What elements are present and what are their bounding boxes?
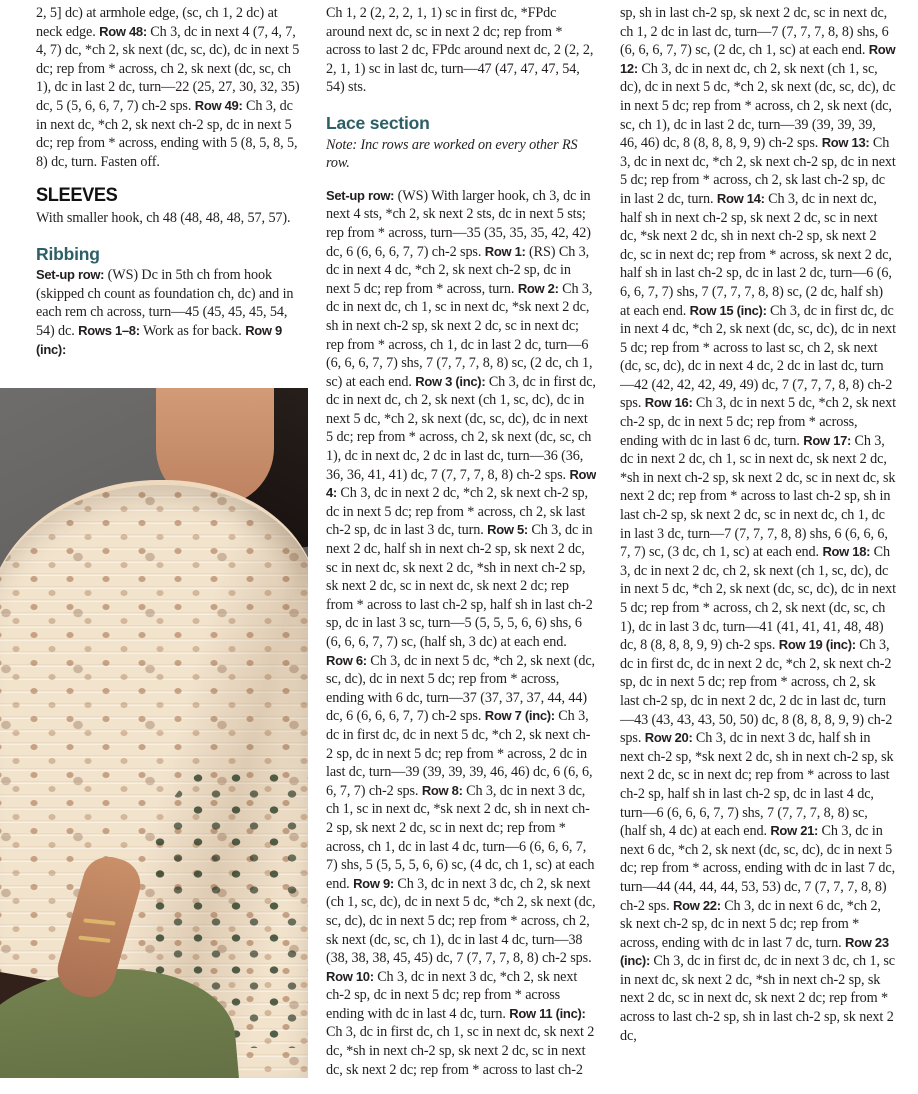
spacer [326,173,596,187]
lace-section-heading: Lace section [326,112,430,133]
pattern-text-continued: 2, 5] dc) at armhole edge, (sc, ch 1, 2 dc) at neck edge. Row 48: Ch 3, dc in next 4 (7, 4, 7, 4, 7) dc, *ch 2, sk next (dc, sc, dc), dc in next 5 dc; rep from * across, ch 2, sk next (dc, sc, ch 1), dc in last 2 dc, turn—22 (25, 27, 30, 32, 35) dc, 5 (5, 6, 6, 7, 7) ch-2 sps. Row 49: Ch 3, dc in next dc, *ch 2, sk next ch-2 sp, dc in next 5 dc; rep from * across, ending with 5 (8, 5, 8, 5, 8) dc, turn. Fasten off. [36,5,300,170]
column-2 [326,4,596,1090]
gold-ring [78,936,110,943]
ribbing-heading: Ribbing [36,243,100,264]
sleeves-heading: SLEEVES [36,185,118,207]
sleeve-ribbing-continued-text: Ch 1, 2 (2, 2, 2, 1, 1) sc in first dc, *FPdc around next dc, sc in next 2 dc; rep from * across to last 2 dc, FPdc around next dc, 2 (2, 2, 2, 1, 1) sc in last dc, turn—47 (47, 47, 47, 54, 54) sts. [326,5,594,96]
column-1 [36,4,304,384]
sleeves-intro: With smaller hook, ch 48 (48, 48, 48, 57, 57). [36,209,291,226]
lace-section-rows-text: Set-up row: (WS) With larger hook, ch 3, dc in next 4 sts, *ch 2, sk next 2 sts, dc in next 5 sts; rep from * across, turn—35 (35, 35, 35, 42, 42) dc, 6 (6, 6, 6, 7, 7) ch-2 sps. Row 1: (RS) Ch 3, dc in next 4 dc, *ch 2, sk next ch-2 sp, dc in next 5 dc; rep from * across, turn. Row 2: Ch 3, dc in next dc, ch 1, sc in next dc, *sk next 2 dc, sh in next ch-2 sp, sk next 2 dc, sc in next dc; rep from * across, ch 1, dc in last 2 dc, turn—6 (6, 6, 6, 7, 7) shs, 7 (7, 7, 7, 8, 8) sc, (2 dc, ch 1, sc) at each end. Row 3 (inc): Ch 3, dc in first dc, dc in next dc, ch 2, sk next (ch 1, sc, dc), dc in next 5 dc, *ch 2, sk next (dc, sc, dc), dc in next 5 dc; rep from * across, ch 2, sk next (dc, sc, ch 1), dc in next dc, 2 dc in last dc, turn—36 (36, 36, 36, 41, 41) dc, 7 (7, 7, 7, 8, 8) ch-2 sps. Row 4: Ch 3, dc in next 2 dc, *ch 2, sk next ch-2 sp, dc in next 5 dc; rep from * across, ch 2, sk last ch-2 sp, dc in last 3 dc, turn. Row 5: Ch 3, dc in next 2 dc, half sh in next ch-2 sp, sk next 2 dc, sc in next dc, sk next 2 dc, *sh in next ch-2 sp, sk next 2 dc, sc in next dc, sk next 2 dc; rep from * across to last ch-2 sp, half sh in last ch-2 sp, dc in last 3 sc, turn—5 (5, 5, 5, 6, 6) shs, 6 (6, 6, 6, 7, 7) sc, (half sh, 3 dc) at each end. Row 6: Ch 3, dc in next 5 dc, *ch 2, sk next (dc, sc, dc), dc in next 5 dc; rep from * across, ending with 6 dc, turn—37 (37, 37, 37, 44, 44) dc, 6 (6, 6, 6, 7, 7) ch-2 sps. Row 7 (inc): Ch 3, dc in first dc, dc in next 5 dc, *ch 2, sk next ch-2 sp, dc in next 5 dc; rep from * across, 2 dc in last dc, turn—39 (39, 39, 39, 46, 46) dc, 6 (6, 6, 6, 7, 7) ch-2 sps. Row 8: Ch 3, dc in next 3 dc, ch 1, sc in next dc, *sk next 2 dc, sh in next ch-2 sp, sk next 2 dc, sc in next dc; rep from * across, ch 1, dc in last 4 dc, turn—6 (6, 6, 6, 7, 7) shs, 5 (5, 5, 5, 6, 6) sc, (4 dc, ch 1, sc) at each end. Row 9: Ch 3, dc in next 3 dc, ch 2, sk next (ch 1, sc, dc), dc in next 5 dc, *ch 2, sk next (dc, sc, dc), dc in next 5 dc; rep from * across, ch 2, sk next (dc, sc, ch 1), dc in last 4 dc, turn—38 (38, 38, 38, 45, 45) dc, 7 (7, 7, 7, 8, 8) ch-2 sps. Row 10: Ch 3, dc in next 3 dc, *ch 2, sk next ch-2 sp, dc in next 5 dc; rep from * across ending with dc in last 4 dc, turn. Row 11 (inc): Ch 3, dc in first dc, ch 1, sc in next dc, sk next 2 dc, *sh in next ch-2 sp, sk next 2 dc, sc in next dc, sk next 2 dc; rep from * across to last ch-2 [326,187,596,1078]
gold-ring [83,918,115,925]
ribbing-text: Set-up row: (WS) Dc in 5th ch from hook (skipped ch count as foundation ch, dc) and in each rem ch across, turn—45 (45, 45, 45, 54, 54) dc. Rows 1–8: Work as for back. Row 9 (inc): [36,267,294,357]
model-photo [0,388,308,1078]
lace-section-note: Note: Inc rows are worked on every other RS row. [326,136,578,172]
lace-section-rows-text-continued: sp, sh in last ch-2 sp, sk next 2 dc, sc in next dc, ch 1, 2 dc in last dc, turn—7 (7, 7, 7, 8, 8) shs, 6 (6, 6, 6, 7, 7) sc, (2 dc, ch 1, sc) at each end. Row 12: Ch 3, dc in next dc, ch 2, sk next (ch 1, sc, dc), dc in next 5 dc, *ch 2, sk next (dc, sc, dc), dc in next 5 dc; rep from * across, ch 2, sk next (dc, sc, ch 1), dc in last 2 dc, turn—39 (39, 39, 39, 46, 46) dc, 8 (8, 8, 8, 9, 9) ch-2 sps. Row 13: Ch 3, dc in next dc, *ch 2, sk next ch-2 sp, dc in next 5 dc; rep from * across, ch 2, sk last ch-2 sp, dc in last 2 dc, turn. Row 14: Ch 3, dc in next dc, half sh in next ch-2 sp, sk next 2 dc, sc in next dc, *sk next 2 dc, sh in next ch-2 sp, sk next 2 dc, sc in next dc; rep from * across, sk next 2 dc, half sh in last ch-2 sp, dc in last 2 dc, turn—6 (6, 6, 6, 7, 7) shs, 7 (7, 7, 7, 8, 8) sc, (2 dc, half sh) at each end. Row 15 (inc): Ch 3, dc in first dc, dc in next 4 dc, *ch 2, sk next (dc, sc, dc), dc in next 5 dc; rep from * across to last sc, ch 2, sk next (dc, sc, dc), dc in next 4 dc, 2 dc in last dc, turn—42 (42, 42, 42, 49, 49) dc, 7 (7, 7, 7, 8, 8) ch-2 sps. Row 16: Ch 3, dc in next 5 dc, *ch 2, sk next ch-2 sp, dc in next 5 dc; rep from * across, ending with dc in last 6 dc, turn. Row 17: Ch 3, dc in next 2 dc, ch 1, sc in next dc, sk next 2 dc, *sh in next ch-2 sp, sk next 2 dc, sc in next dc, sk next 2 dc; rep from * across to last ch-2 sp, sh in last ch-2 sp, sk next 2 dc, sc in next dc, ch 1, dc in last 3 dc, turn—7 (7, 7, 7, 8, 8) shs, 6 (6, 6, 6, 7, 7) sc, (3 dc, ch 1, sc) at each end. Row 18: Ch 3, dc in next 2 dc, ch 2, sk next (ch 1, sc, dc), dc in next 5 dc, *ch 2, sk next (dc, sc, dc), dc in next 5 dc; rep from * across, ch 2, sk next (dc, sc, ch 1), dc in last 3 dc, turn—41 (41, 41, 41, 48, 48) dc, 8 (8, 8, 8, 9, 9) ch-2 sps. Row 19 (inc): Ch 3, dc in first dc, dc in next 2 dc, *ch 2, sk next ch-2 sp, dc in next 5 dc; rep from * across, ch 2, sk last ch-2 sp, dc in next 2 dc, 2 dc in last dc, turn—43 (43, 43, 43, 50, 50) dc, 8 (8, 8, 8, 9, 9) ch-2 sps. Row 20: Ch 3, dc in next 3 dc, half sh in next ch-2 sp, *sk next 2 dc, sh in next ch-2 sp, sk next 2 dc, sc in next dc; rep from * across to last ch-2 sp, half sh in last ch-2 sp, dc in last 4 dc, turn—6 (6, 6, 6, 7, 7) shs, 7 (7, 7, 7, 8, 8) sc, (half sh, 4 dc) at each end. Row 21: Ch 3, dc in next 6 dc, *ch 2, sk next (dc, sc, dc), dc in next 5 dc; rep from * across, ending with dc in last 7 dc, turn—44 (44, 44, 44, 53, 53) dc, 7 (7, 7, 7, 8, 8) ch-2 sps. Row 22: Ch 3, dc in next 6 dc, *ch 2, sk next ch-2 sp, dc in next 5 dc; rep from * across, ending with dc in last 7 dc, turn. Row 23 (inc): Ch 3, dc in first dc, dc in next 3 dc, ch 1, sc in next dc, sk next 2 dc, *sh in next ch-2 sp, sk next 2 dc, sc in next dc, sk next 2 dc; rep from * across to last ch-2 sp, sh in last ch-2 sp, sk next 2 dc, [620,5,896,1044]
column-3 [620,4,896,1090]
